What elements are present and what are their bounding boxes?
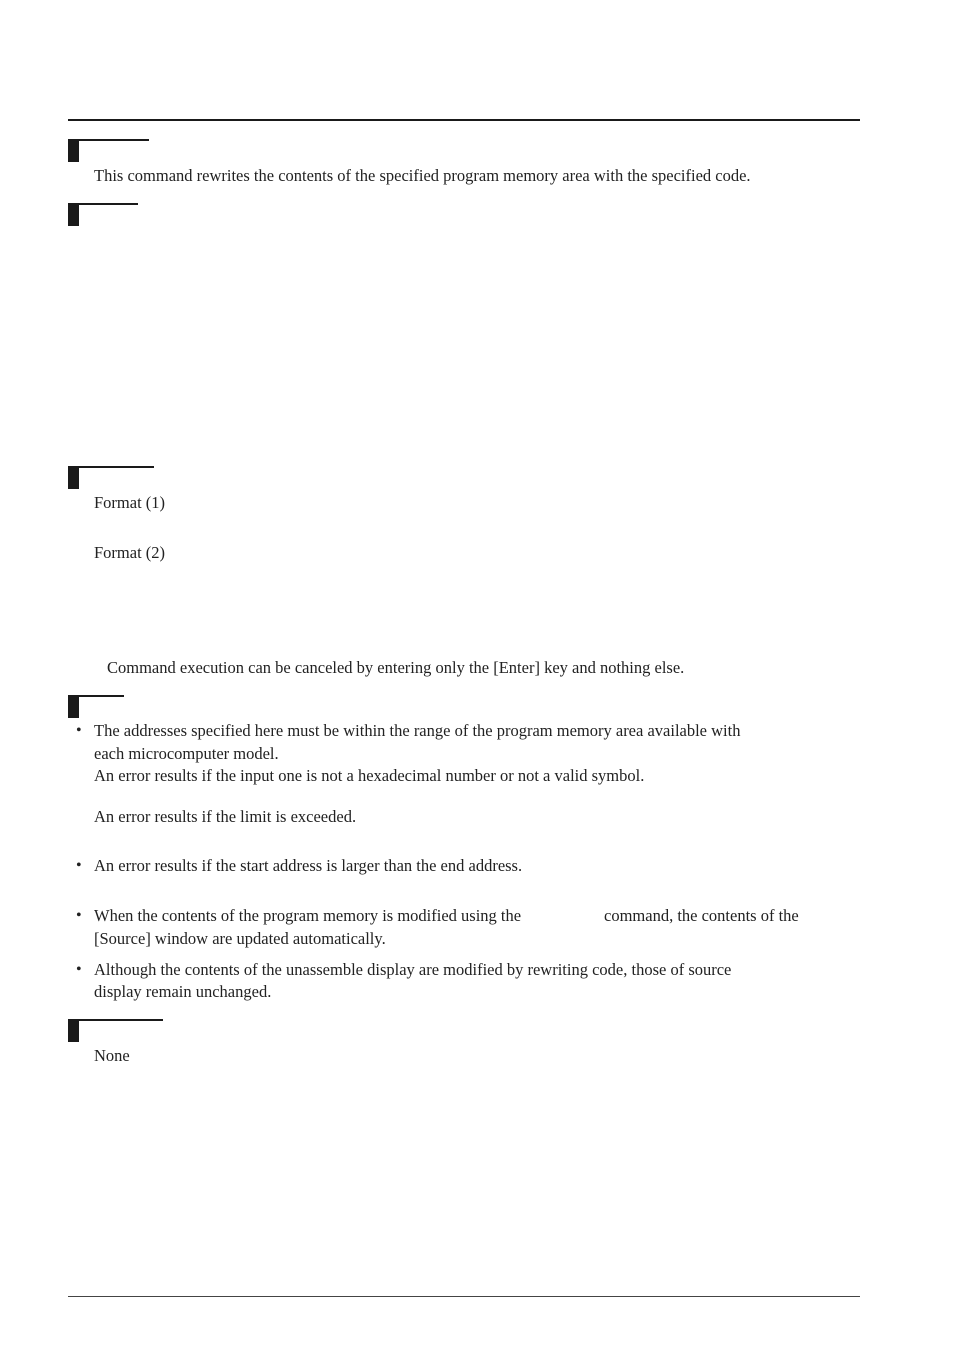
bullet-marker: •	[76, 907, 82, 924]
section-marker-see-also	[68, 1020, 79, 1042]
format-1-label: Format (1)	[94, 493, 166, 512]
section-marker-notes	[68, 696, 79, 718]
note-3-line-2: [Source] window are updated automatically.	[94, 929, 386, 948]
section-underline-format	[68, 466, 154, 468]
note-3-part-1: When the contents of the program memory is modified using the	[94, 906, 522, 925]
bullet-marker: •	[76, 722, 82, 739]
note-1-line-1: The addresses specified here must be within the range of the program memory area available with	[94, 721, 741, 740]
see-also-text: None	[94, 1046, 130, 1065]
note-1-line-3: An error results if the input one is not a hexadecimal number or not a valid symbol.	[94, 766, 645, 785]
format-2-label: Format (2)	[94, 543, 166, 562]
note-4-line-2: display remain unchanged.	[94, 982, 272, 1001]
section-marker-format	[68, 467, 79, 489]
section-marker-window	[68, 204, 79, 226]
note-3-part-2: command, the contents of the	[604, 906, 799, 925]
section-underline-description	[68, 139, 149, 141]
section-underline-window	[68, 203, 138, 205]
note-1-line-2: each microcomputer model.	[94, 744, 279, 763]
section-marker-description	[68, 140, 79, 162]
note-1-line-4: An error results if the limit is exceeded.	[94, 807, 357, 826]
header-rule	[68, 119, 860, 121]
bullet-marker: •	[76, 961, 82, 978]
note-2: An error results if the start address is larger than the end address.	[94, 856, 523, 875]
bullet-marker: •	[76, 857, 82, 874]
description-text: This command rewrites the contents of the specified program memory area with the specified code.	[94, 166, 751, 185]
cancel-note: Command execution can be canceled by entering only the [Enter] key and nothing else.	[107, 658, 685, 677]
section-underline-notes	[68, 695, 124, 697]
footer-rule	[68, 1296, 860, 1297]
note-4-line-1: Although the contents of the unassemble display are modified by rewriting code, those of source	[94, 960, 732, 979]
section-underline-see-also	[68, 1019, 163, 1021]
